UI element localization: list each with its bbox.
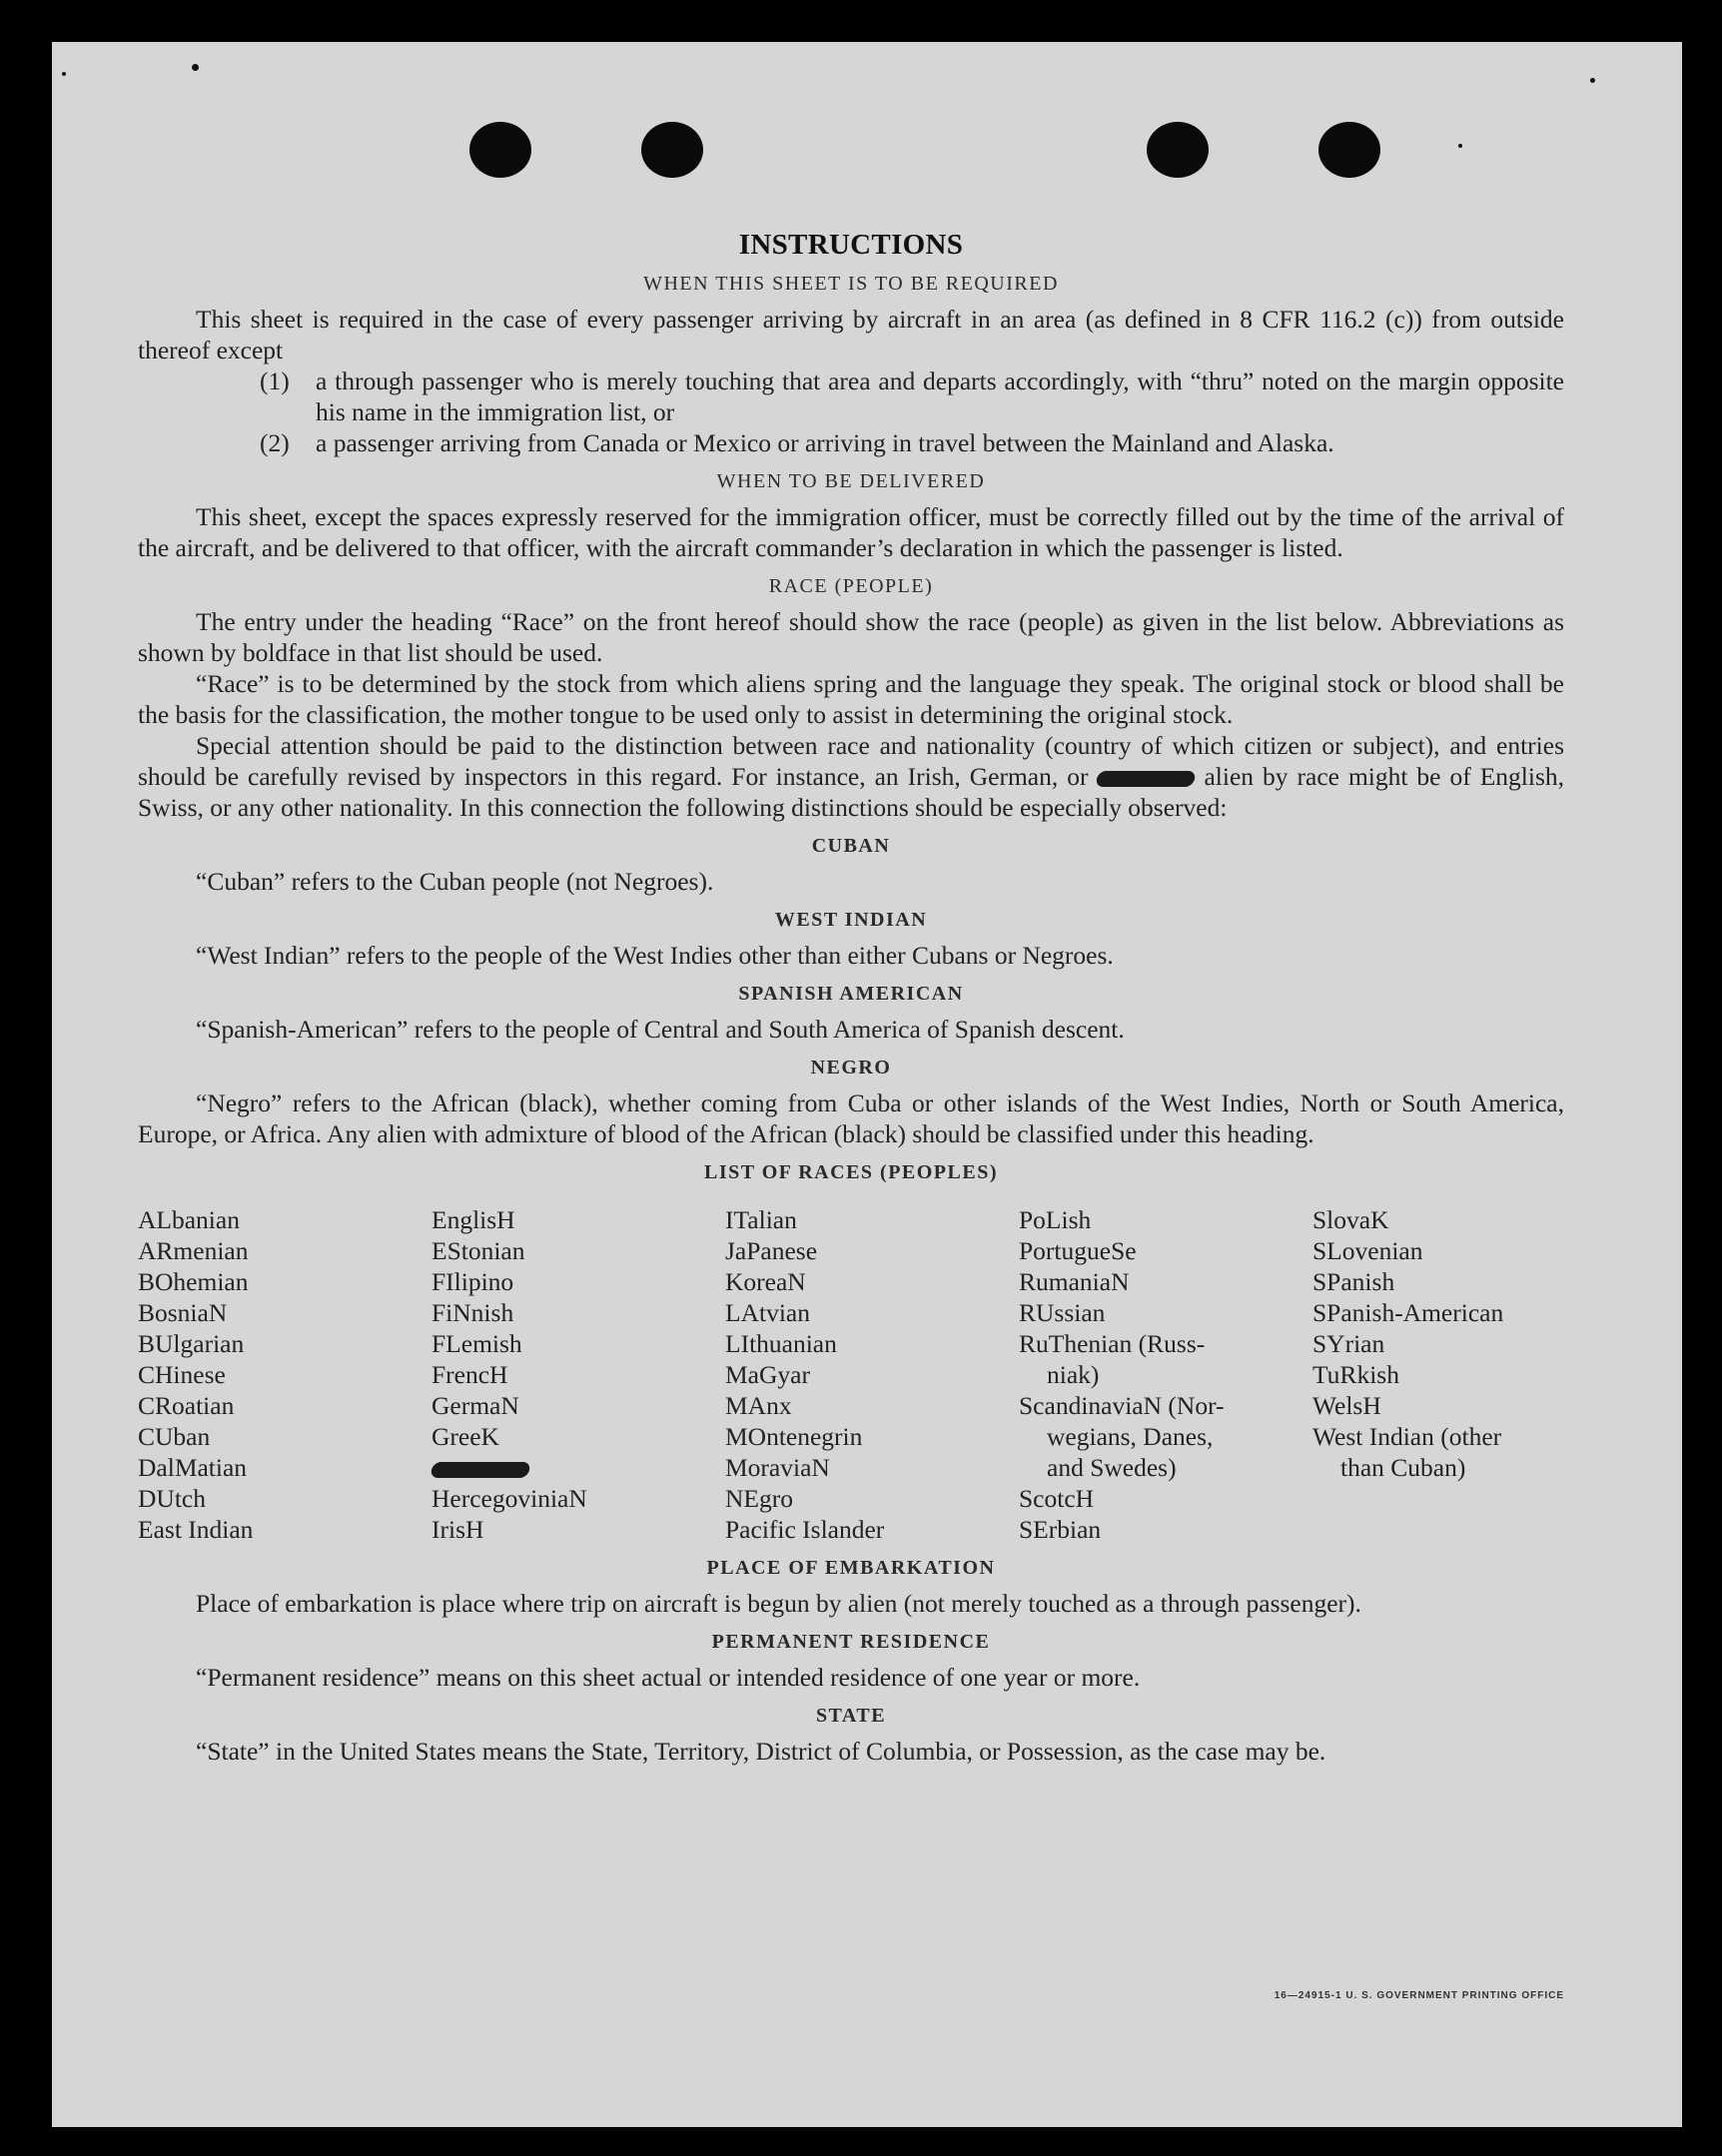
exception-number: (2) xyxy=(260,428,290,457)
race-entry: KoreaN xyxy=(725,1267,806,1296)
exception-text: a passenger arriving from Canada or Mexico or arriving in travel between the Mainland and Alaska. xyxy=(316,428,1334,457)
embarkation-text: Place of embarkation is place where trip on aircraft is begun by alien (not merely touched as a through passenger). xyxy=(196,1589,1361,1618)
when-required-intro: This sheet is required in the case of every passenger arriving by aircraft in an area (as defined in 8 CFR 116.2 (c)) from outside thereof except xyxy=(138,305,1564,364)
race-entry: FIlipino xyxy=(431,1267,514,1296)
race-entry: RUssian xyxy=(1019,1298,1106,1327)
heading-when-required: WHEN THIS SHEET IS TO BE REQUIRED xyxy=(643,273,1059,295)
race-entry: West Indian (other xyxy=(1312,1422,1502,1451)
race-special-after: alien by race might be of English, Swiss, or any other nationality. In this connection the following distinctions should be especially observed: xyxy=(138,762,1565,822)
punch-hole xyxy=(1318,122,1380,178)
race-entry: PortugueSe xyxy=(1019,1236,1137,1265)
ink-speck xyxy=(1590,78,1595,83)
heading-list-of-races: LIST OF RACES (PEOPLES) xyxy=(703,1161,998,1183)
heading-spanish-american: SPANISH AMERICAN xyxy=(738,983,964,1005)
race-entry: JaPanese xyxy=(725,1236,818,1265)
race-entry: DalMatian xyxy=(138,1453,248,1482)
race-entry: BosniaN xyxy=(138,1298,228,1327)
race-entry: WelsH xyxy=(1312,1391,1381,1420)
race-entry: SlovaK xyxy=(1312,1205,1389,1234)
race-entry: ScandinaviaN (Nor- xyxy=(1019,1391,1225,1420)
punch-hole xyxy=(1147,122,1209,178)
race-entry: SErbian xyxy=(1019,1515,1102,1544)
race-entry: DUtch xyxy=(138,1484,206,1513)
redaction-mark xyxy=(430,1462,530,1478)
race-entry: FiNnish xyxy=(431,1298,514,1327)
race-entry-redacted xyxy=(431,1452,725,1483)
races-column-2 xyxy=(431,1204,725,1545)
west-indian-text: “West Indian” refers to the people of the West Indies other than either Cubans or Negroes. xyxy=(196,941,1114,970)
race-paragraph-2: “Race” is to be determined by the stock from which aliens spring and the language they speak. The original stock or blood shall be the basis for the classification, the mother tongue to be used only to assist in determining the original stock. xyxy=(138,669,1564,729)
race-entry: East Indian xyxy=(138,1515,254,1544)
race-entry: CUban xyxy=(138,1422,211,1451)
race-entry: GreeK xyxy=(431,1422,499,1451)
document-sheet xyxy=(52,42,1682,2127)
race-entry: Pacific Islander xyxy=(725,1515,885,1544)
race-entry: GermaN xyxy=(431,1391,519,1420)
race-special-before: Special attention should be paid to the distinction between race and nationality (country of which citizen or subject), and entries should be carefully revised by inspectors in this regard. For instance, an Irish, German, or xyxy=(138,731,1564,791)
race-entry: ARmenian xyxy=(138,1236,249,1265)
race-entry: EStonian xyxy=(431,1236,525,1265)
races-list xyxy=(138,1204,1564,1545)
race-entry: RumaniaN xyxy=(1019,1267,1130,1296)
race-entry: BUlgarian xyxy=(138,1329,245,1358)
race-entry: MaGyar xyxy=(725,1360,810,1389)
exception-number: (1) xyxy=(260,366,290,395)
exception-item-2 xyxy=(260,427,1564,458)
race-entry: BOhemian xyxy=(138,1267,249,1296)
races-column-1 xyxy=(138,1204,431,1545)
race-paragraph-1: The entry under the heading “Race” on the front hereof should show the race (people) as given in the list below. Abbreviations as shown by boldface in that list should be used. xyxy=(138,607,1564,667)
heading-embarkation: PLACE OF EMBARKATION xyxy=(706,1557,996,1579)
race-entry: SPanish xyxy=(1312,1267,1395,1296)
race-entry-continued: and Swedes) xyxy=(1047,1453,1177,1482)
race-entry: MoraviaN xyxy=(725,1453,830,1482)
instructions-body xyxy=(138,222,1564,1767)
race-entry: ScotcH xyxy=(1019,1484,1095,1513)
heading-when-delivered: WHEN TO BE DELIVERED xyxy=(716,470,986,492)
negro-text: “Negro” refers to the African (black), whether coming from Cuba or other islands of the West Indies, North or South America, Europe, or Africa. Any alien with admixture of blood of the African (black) should be classified under this heading. xyxy=(138,1088,1564,1148)
race-paragraph-3 xyxy=(138,730,1564,823)
ink-speck xyxy=(192,64,199,71)
heading-cuban: CUBAN xyxy=(811,835,891,857)
heading-race: RACE (PEOPLE) xyxy=(768,575,934,597)
race-entry: SLovenian xyxy=(1312,1236,1423,1265)
residence-text: “Permanent residence” means on this sheet actual or intended residence of one year or more. xyxy=(196,1663,1141,1692)
race-entry: ALbanian xyxy=(138,1205,240,1234)
exception-text: a through passenger who is merely touching that area and departs accordingly, with “thru” noted on the margin opposite his name in the immigration list, or xyxy=(316,366,1564,426)
heading-west-indian: WEST INDIAN xyxy=(774,909,928,931)
races-column-5 xyxy=(1312,1204,1552,1545)
race-entry: CRoatian xyxy=(138,1391,235,1420)
race-entry: MAnx xyxy=(725,1391,792,1420)
race-entry: PoLish xyxy=(1019,1205,1092,1234)
race-entry: LIthuanian xyxy=(725,1329,837,1358)
spanish-american-text: “Spanish-American” refers to the people of Central and South America of Spanish descent. xyxy=(196,1015,1125,1044)
race-entry-continued: wegians, Danes, xyxy=(1047,1422,1214,1451)
race-entry: SPanish-American xyxy=(1312,1298,1504,1327)
page-title: INSTRUCTIONS xyxy=(738,229,964,261)
race-entry: FLemish xyxy=(431,1329,522,1358)
state-text: “State” in the United States means the State, Territory, District of Columbia, or Possession, as the case may be. xyxy=(196,1737,1326,1766)
race-entry: MOntenegrin xyxy=(725,1422,863,1451)
races-column-4 xyxy=(1019,1204,1312,1545)
redaction-mark xyxy=(1096,771,1197,787)
race-entry: RuThenian (Russ- xyxy=(1019,1329,1206,1358)
race-entry-continued: than Cuban) xyxy=(1340,1453,1466,1482)
race-entry: FrencH xyxy=(431,1360,508,1389)
printer-imprint: 16—24915-1 U. S. GOVERNMENT PRINTING OFFICE xyxy=(1274,1990,1564,2001)
exception-item-1 xyxy=(260,365,1564,427)
ink-speck xyxy=(62,72,66,76)
heading-state: STATE xyxy=(815,1705,887,1727)
race-entry: ITalian xyxy=(725,1205,797,1234)
heading-negro: NEGRO xyxy=(810,1057,892,1078)
race-entry: NEgro xyxy=(725,1484,793,1513)
race-entry: TuRkish xyxy=(1312,1360,1399,1389)
races-column-3 xyxy=(725,1204,1019,1545)
heading-permanent-residence: PERMANENT RESIDENCE xyxy=(711,1631,991,1653)
race-entry: HercegoviniaN xyxy=(431,1484,587,1513)
race-entry: IrisH xyxy=(431,1515,484,1544)
race-entry: EnglisH xyxy=(431,1205,515,1234)
race-entry: LAtvian xyxy=(725,1298,810,1327)
race-entry: CHinese xyxy=(138,1360,226,1389)
race-entry: SYrian xyxy=(1312,1329,1385,1358)
punch-hole xyxy=(641,122,703,178)
when-delivered-text: This sheet, except the spaces expressly reserved for the immigration officer, must be correctly filled out by the time of the arrival of the aircraft, and be delivered to that officer, with the aircraft commander’s declaration in which the passenger is listed. xyxy=(138,502,1564,562)
ink-speck xyxy=(1458,144,1462,148)
punch-hole xyxy=(469,122,531,178)
race-entry-continued: niak) xyxy=(1047,1360,1100,1389)
cuban-text: “Cuban” refers to the Cuban people (not Negroes). xyxy=(196,867,714,896)
